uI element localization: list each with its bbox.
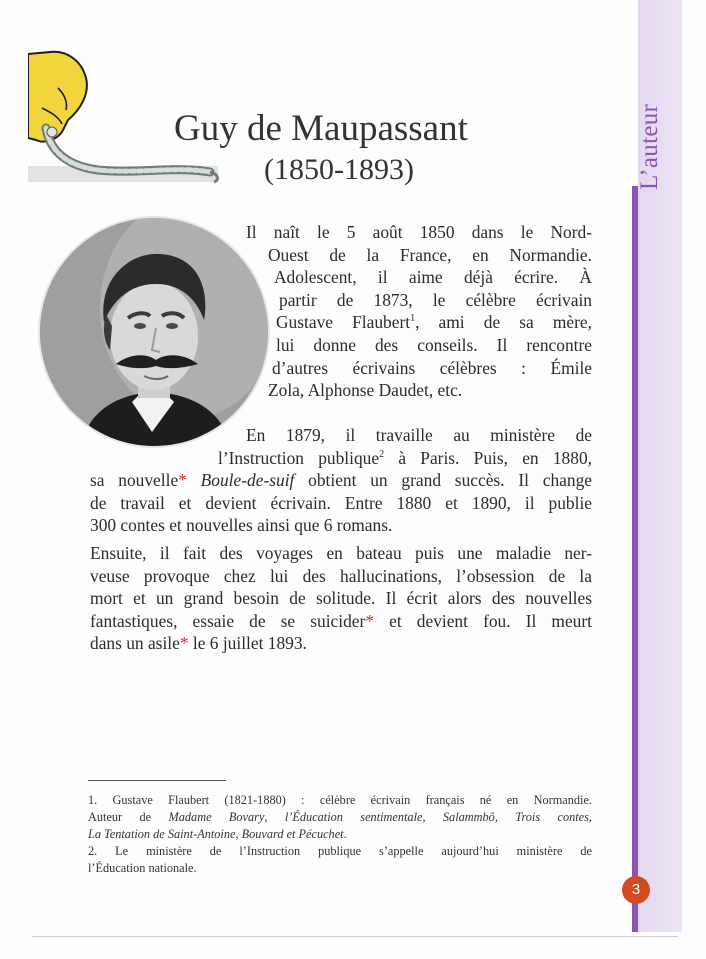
text-line xyxy=(90,610,592,633)
text-fragment: , xyxy=(588,810,592,824)
bio-paragraph-1 xyxy=(246,221,592,402)
work-title: Trois contes xyxy=(515,810,589,824)
text-line: d’autres écrivains célèbres : Émile xyxy=(272,357,592,378)
footnotes xyxy=(88,792,592,877)
work-title: Salammbô xyxy=(442,810,495,824)
footnote-ref-1: 1 xyxy=(410,313,416,325)
text-fragment: dans un asile xyxy=(90,633,180,654)
footnote-divider xyxy=(88,780,226,781)
footnote-1-line xyxy=(88,826,592,843)
text-line: 300 contes et nouvelles ainsi que 6 romans. xyxy=(90,515,393,536)
side-rule xyxy=(632,186,638,932)
work-title: Boule-de-suif xyxy=(200,470,295,491)
text-line xyxy=(90,632,592,655)
bio-paragraph-2 xyxy=(90,424,592,537)
text-line xyxy=(90,469,592,492)
page-title: Guy de Maupassant xyxy=(174,108,468,149)
text-fragment: Auteur de xyxy=(88,810,169,824)
footnote-2-line: l’Éducation nationale. xyxy=(88,861,197,875)
text-line xyxy=(218,447,592,470)
footnote-1-line: 1. Gustave Flaubert (1821-1880) : célèbre écrivain français né en Normandie. xyxy=(88,793,592,807)
text-line: Zola, Alphonse Daudet, etc. xyxy=(268,380,463,401)
portrait-photo-icon xyxy=(40,218,268,446)
text-line: de travail et devient écrivain. Entre 1880 et 1890, il publie xyxy=(90,492,592,513)
glossary-asterisk: * xyxy=(365,610,375,631)
text-line: Adolescent, il aime déjà écrire. À xyxy=(274,267,592,288)
text-line: Ensuite, il fait des voyages en bateau puis une maladie ner- xyxy=(90,543,592,563)
flaubert-name: Gustave Flaubert xyxy=(276,312,411,333)
footnote-ref-2: 2 xyxy=(379,448,385,460)
section-title: L’auteur xyxy=(636,103,663,190)
text-line: En 1879, il travaille au ministère de xyxy=(246,425,592,445)
text-line: Ouest de la France, en Normandie. xyxy=(268,244,592,265)
work-title: Madame Bovary xyxy=(168,810,265,824)
text-fragment: . xyxy=(343,827,347,841)
text-line: veuse provoque chez lui des hallucinations, l’obsession de la xyxy=(90,565,592,586)
author-dates: (1850-1893) xyxy=(264,153,414,186)
work-title: l’Éducation sentimentale xyxy=(284,810,423,824)
text-fragment: , xyxy=(264,810,285,824)
work-title: La Tentation de Saint-Antoine xyxy=(88,827,236,841)
page-number-badge: 3 xyxy=(622,876,650,904)
text-fragment: , xyxy=(422,810,443,824)
text-line: Il naît le 5 août 1850 dans le Nord- xyxy=(246,222,592,242)
text-line: mort et un grand besoin de solitude. Il écrit alors des nouvelles xyxy=(90,588,592,609)
glossary-asterisk: * xyxy=(179,633,189,654)
text-fragment: l’Instruction publique xyxy=(218,447,380,468)
text-line: partir de 1873, le célèbre écrivain xyxy=(279,289,592,310)
glossary-asterisk: * xyxy=(178,470,187,491)
bio-paragraph-3 xyxy=(90,542,592,655)
text-fragment: , xyxy=(235,827,242,841)
text-line: lui donne des conseils. Il rencontre xyxy=(276,334,592,355)
author-portrait xyxy=(40,218,268,446)
text-fragment: à Paris. Puis, en 1880, xyxy=(384,447,592,468)
text-fragment: obtient un grand succès. Il change xyxy=(294,470,592,491)
footnote-1-line xyxy=(88,809,592,826)
text-fragment: et devient fou. Il meurt xyxy=(374,610,592,631)
text-fragment: le 6 juillet 1893. xyxy=(188,633,307,654)
bottom-rule xyxy=(32,936,678,937)
text-line xyxy=(276,311,592,334)
footnote-2-line: 2. Le ministère de l’Instruction publique s’appelle aujourd’hui ministère de xyxy=(88,844,592,858)
work-title: Bouvard et Pécuchet xyxy=(241,827,344,841)
text-fragment: fantastiques, essaie de se suicider xyxy=(90,610,366,631)
text-fragment: , xyxy=(494,810,516,824)
text-fragment: , ami de sa mère, xyxy=(415,312,592,333)
text-fragment: sa nouvelle xyxy=(90,470,179,491)
